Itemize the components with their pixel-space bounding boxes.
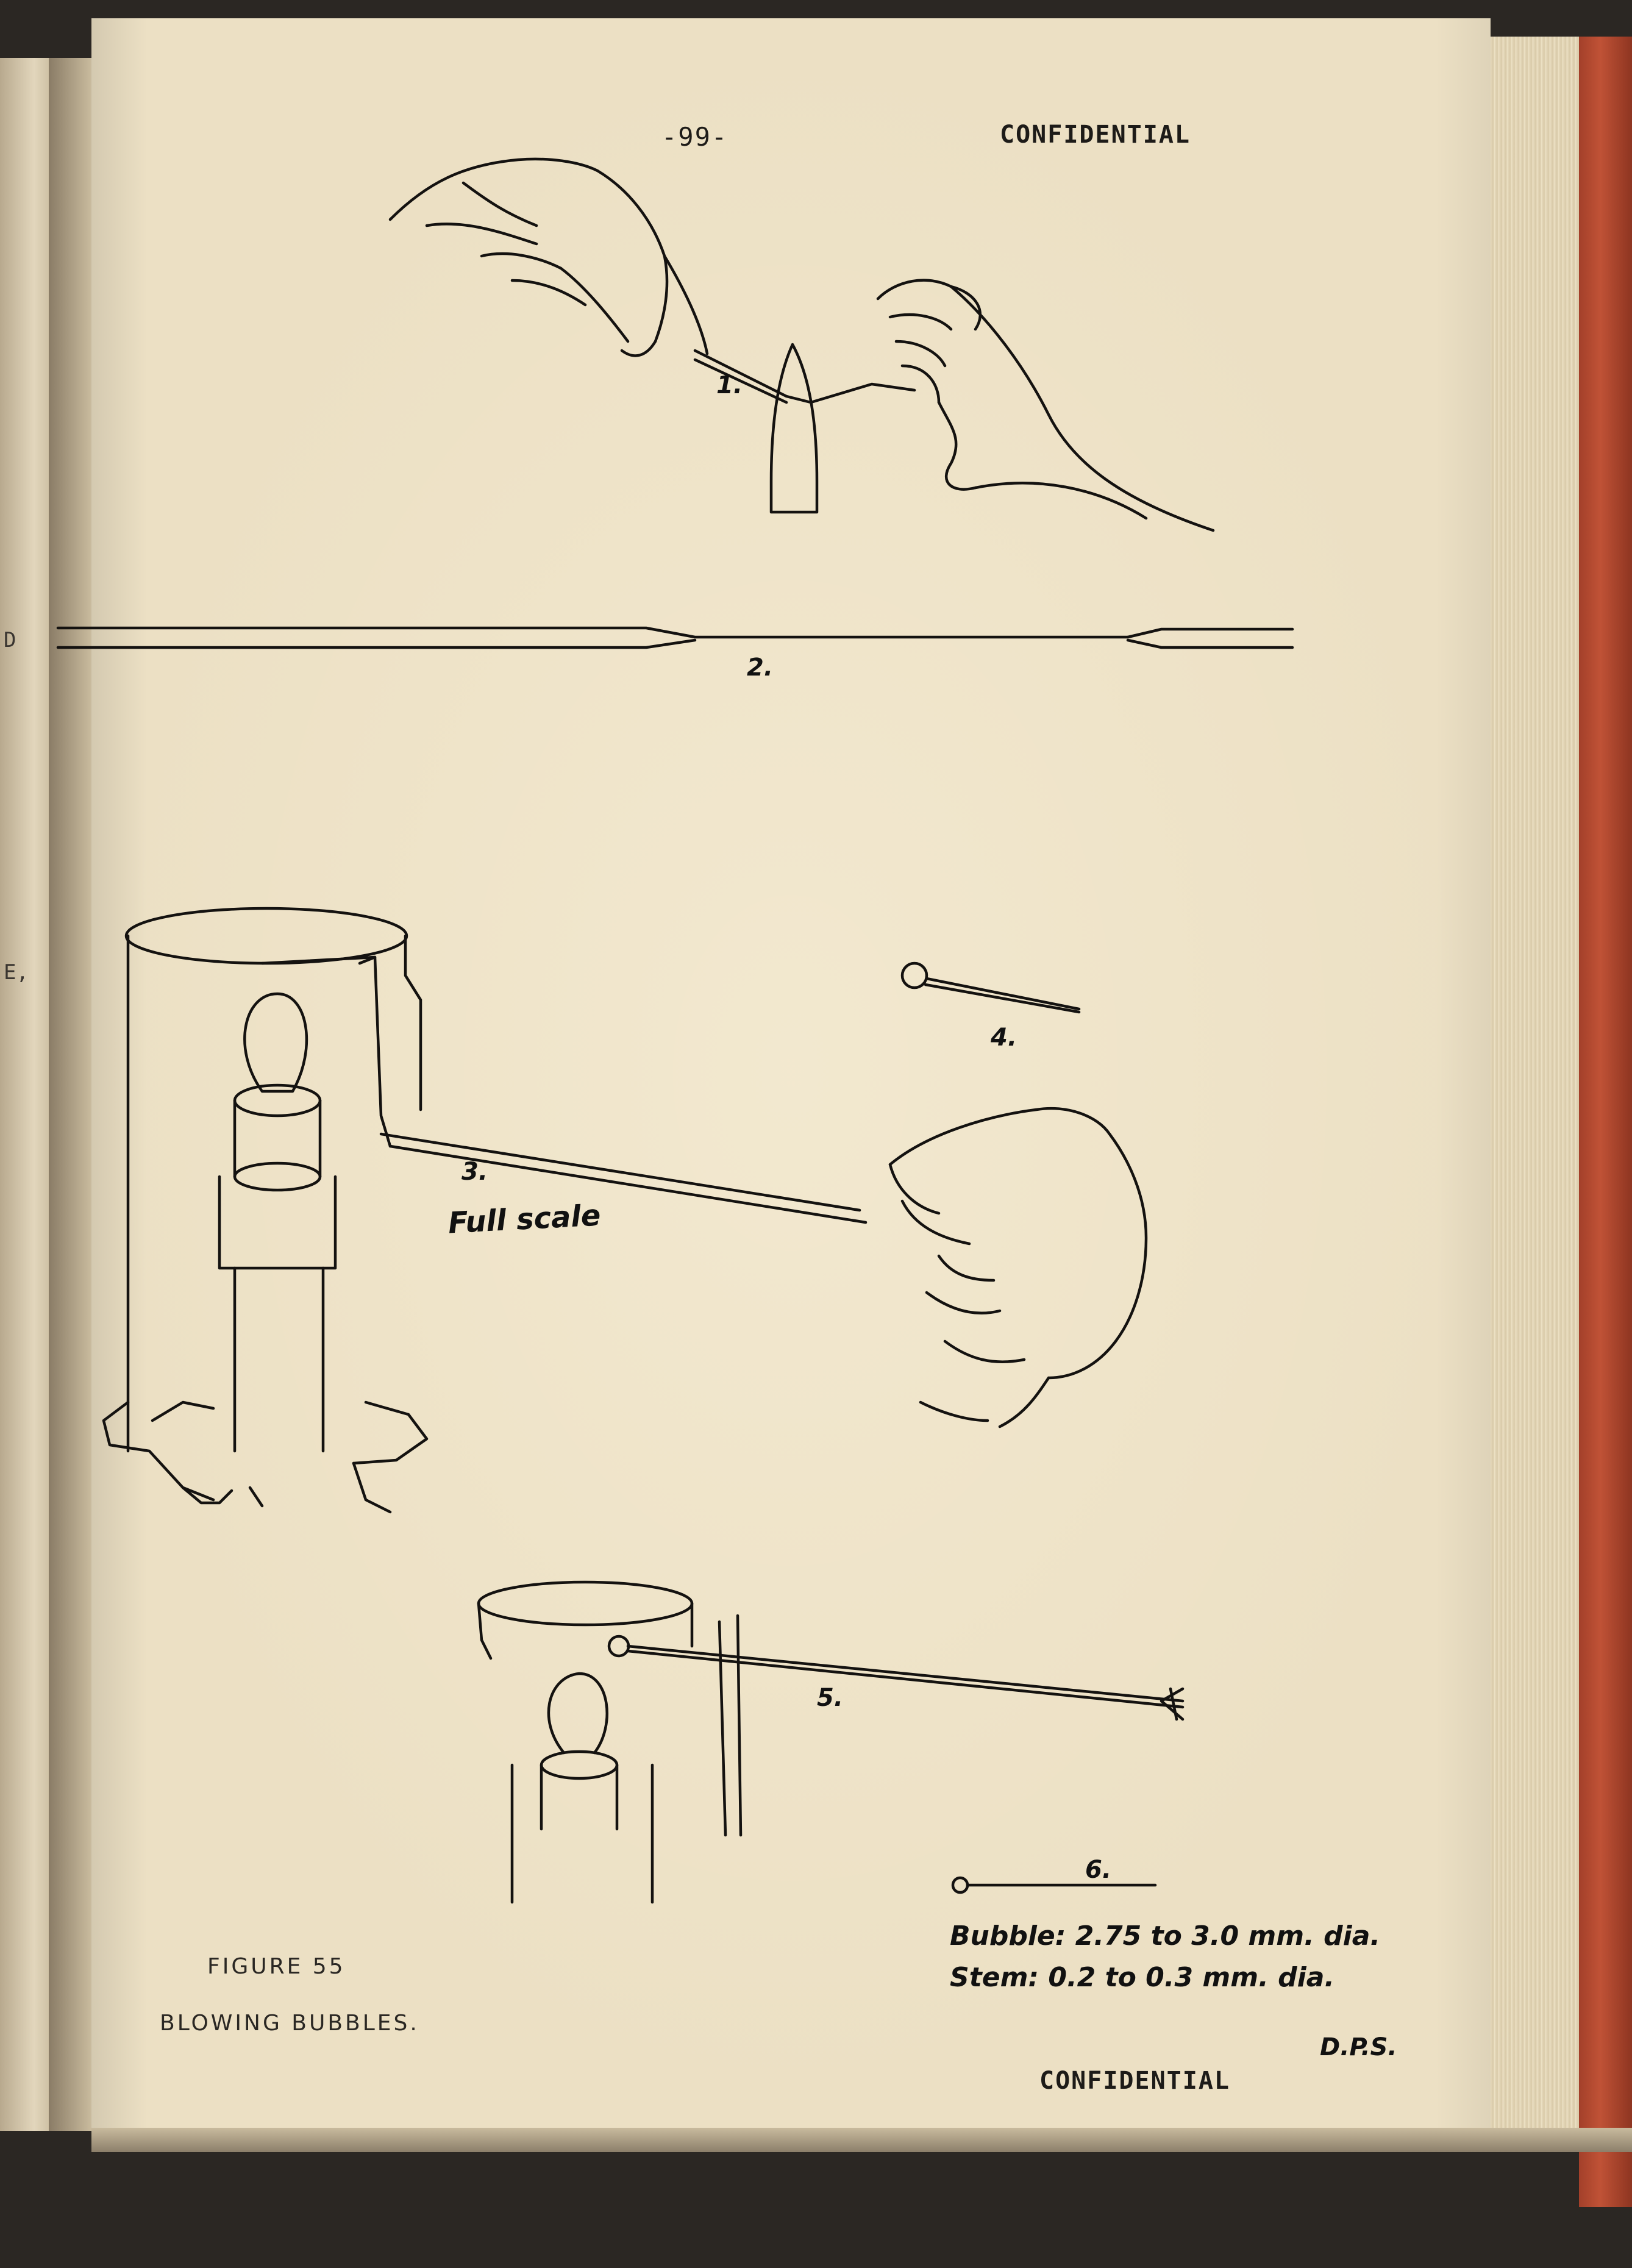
author-initials: D.P.S. (1320, 2033, 1397, 2061)
step-6-label: 6. (1085, 1856, 1112, 1884)
facing-page-fragment: E, (4, 960, 29, 985)
step-3-hand (890, 1108, 1146, 1427)
step-4-label: 4. (991, 1024, 1017, 1052)
header-classification: CONFIDENTIAL (1000, 121, 1191, 149)
scale-note: Full scale (447, 1198, 602, 1241)
step-2-drawn-tube (58, 628, 1292, 647)
step-3-label: 3. (461, 1158, 488, 1186)
facing-page-fragment: D (4, 628, 16, 652)
step-2-label: 2. (747, 654, 774, 682)
step-5-label: 5. (817, 1684, 844, 1712)
footer-classification: CONFIDENTIAL (1039, 2067, 1230, 2095)
step-1-label: 1. (716, 371, 743, 399)
figure-title: FIGURE 55 (207, 1954, 346, 1979)
step-5-ring-assembly (479, 1582, 1183, 1902)
figure-caption: BLOWING BUBBLES. (160, 2011, 419, 2036)
step-1-hands-drawing (390, 159, 1213, 530)
stem-specification: Stem: 0.2 to 0.3 mm. dia. (950, 1962, 1335, 1993)
page-number: -99- (661, 122, 729, 152)
step-4-stem (902, 963, 1079, 1012)
bubble-specification: Bubble: 2.75 to 3.0 mm. dia. (950, 1920, 1381, 1952)
step-6-bubble (953, 1878, 1155, 1892)
